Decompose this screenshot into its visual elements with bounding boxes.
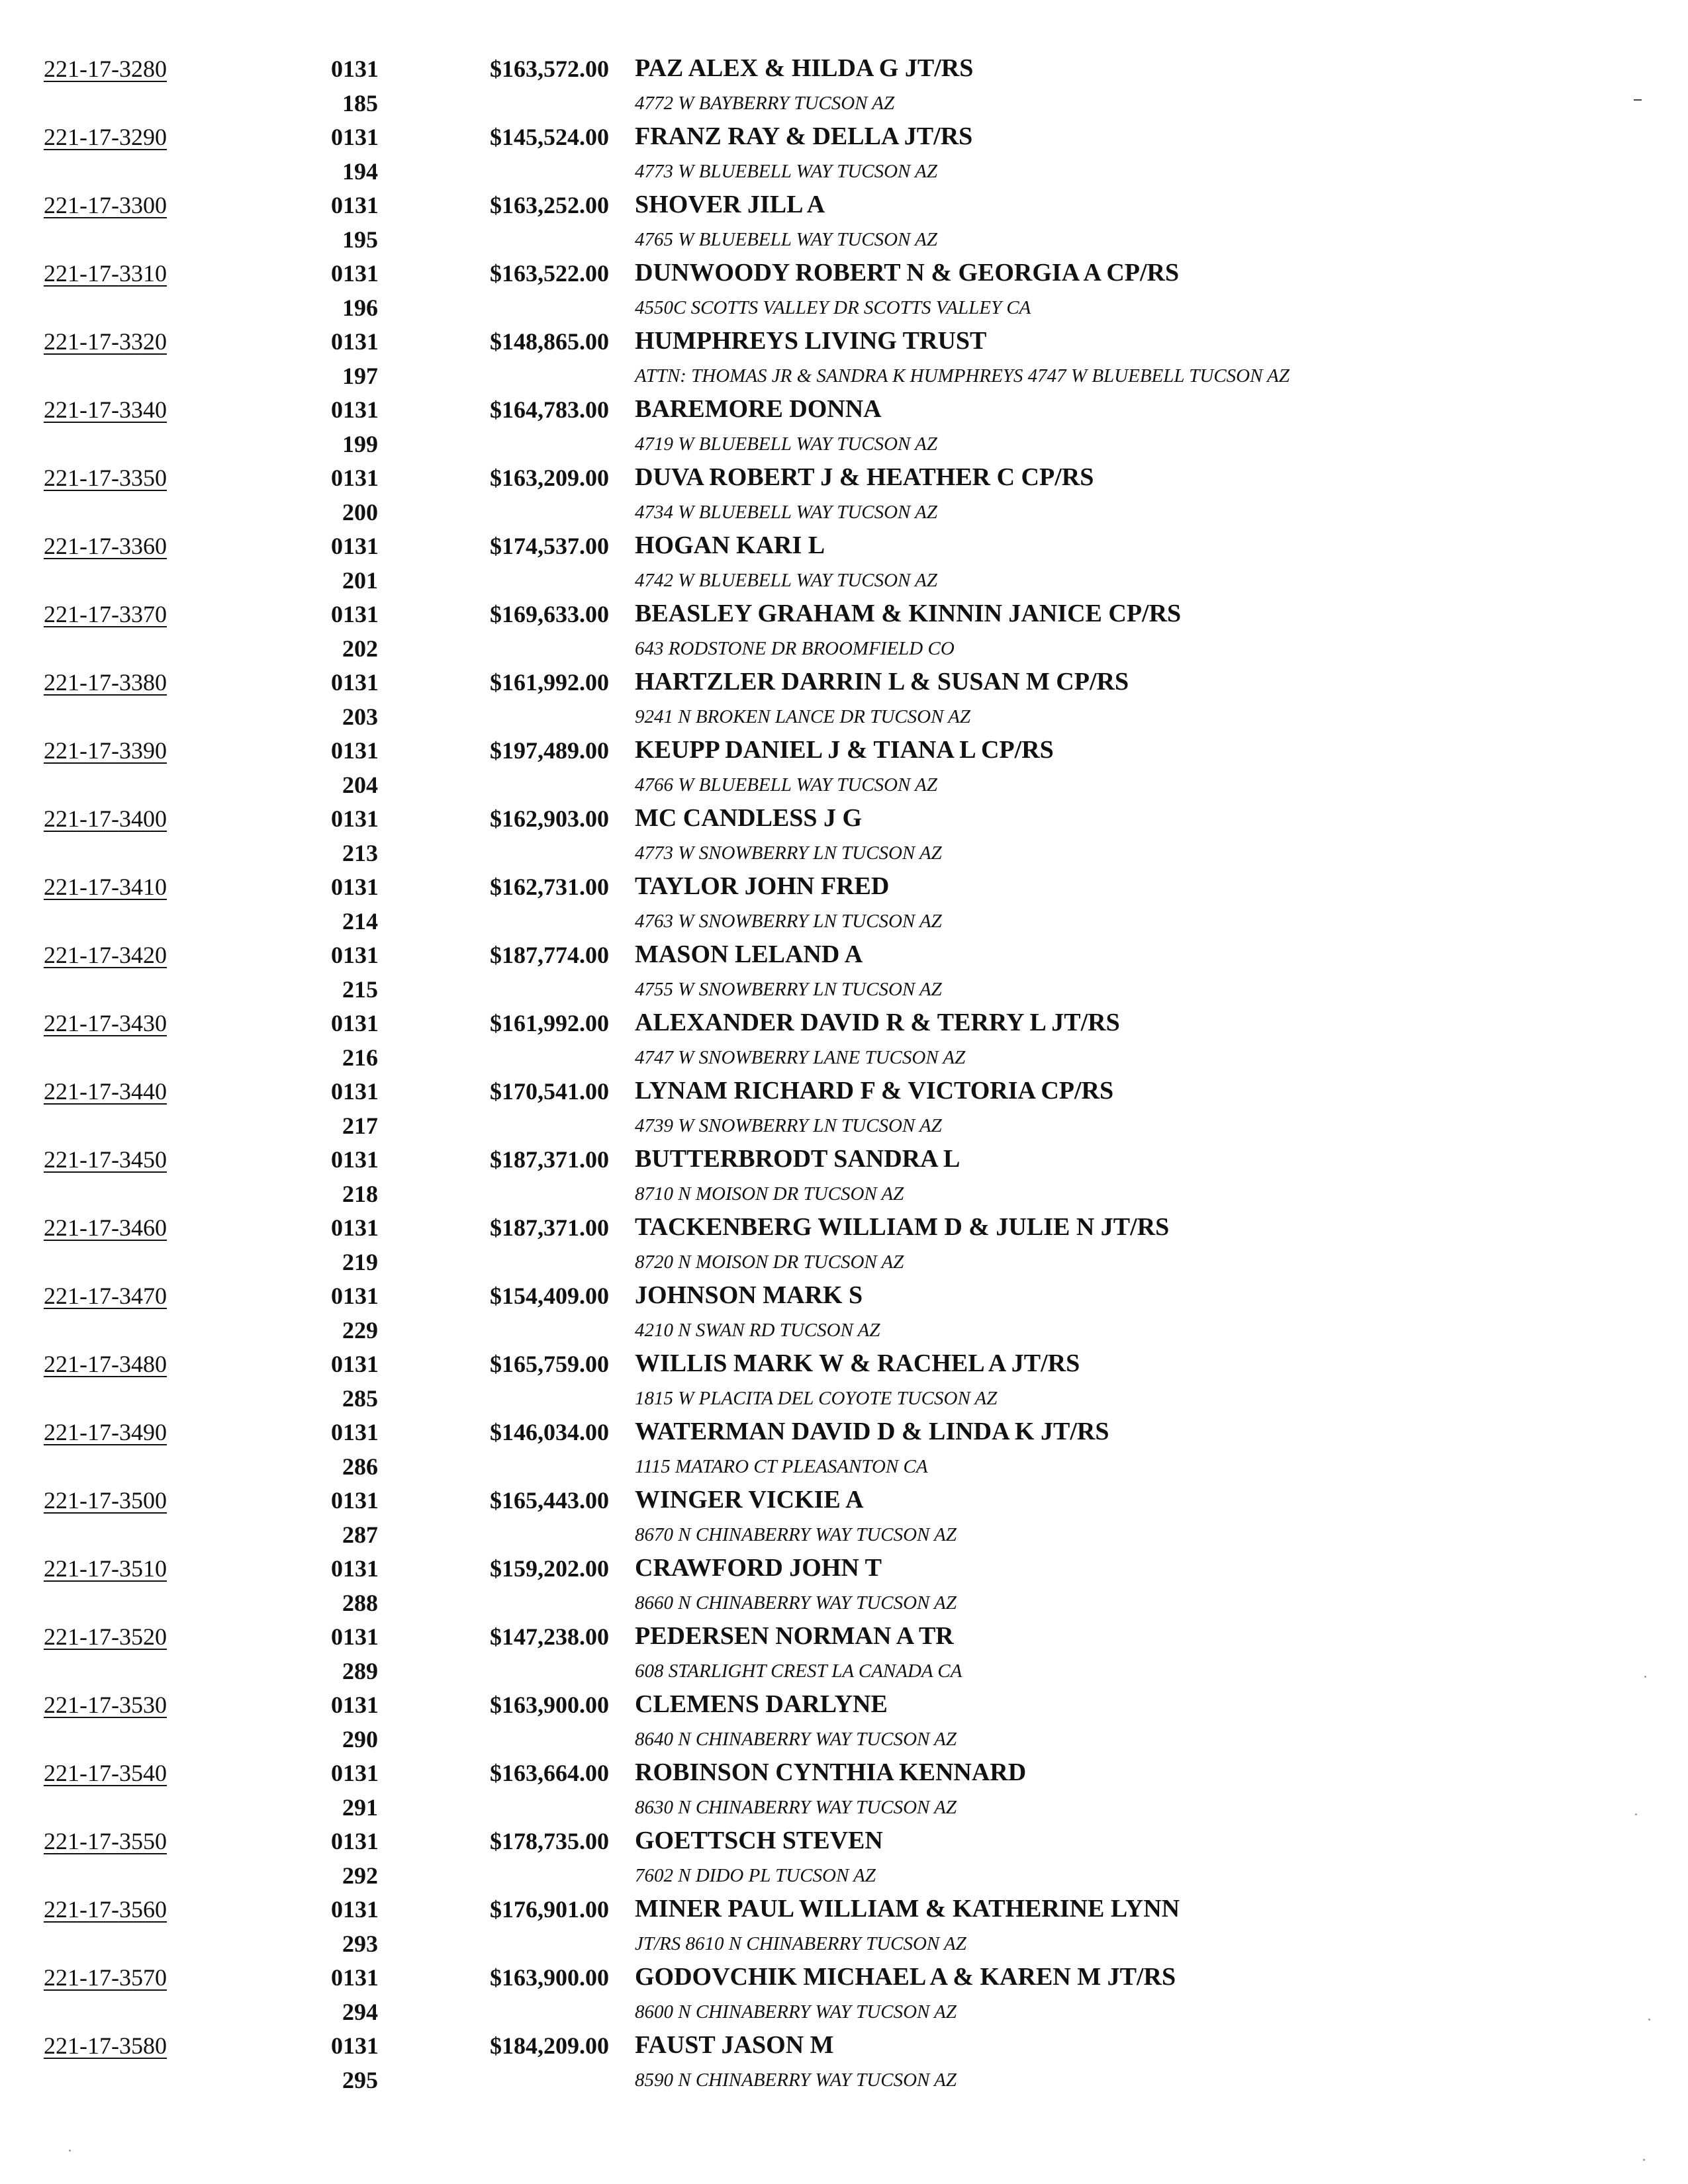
record-row: [0, 729, 1688, 797]
book-number: 0131: [331, 942, 379, 968]
owner-name: TAYLOR JOHN FRED: [635, 872, 890, 900]
assessed-amount: $187,371.00: [490, 1214, 609, 1241]
book-number: 0131: [331, 1555, 379, 1582]
record-row: [0, 320, 1688, 388]
owner-address: 608 STARLIGHT CREST LA CANADA CA: [635, 1661, 962, 1682]
record-row: [0, 934, 1688, 1002]
assessed-amount: $165,443.00: [490, 1487, 609, 1514]
record-row: [0, 1684, 1688, 1752]
owner-address: 8710 N MOISON DR TUCSON AZ: [635, 1183, 904, 1205]
parcel-number-link[interactable]: 221-17-3370: [44, 601, 167, 627]
book-number: 0131: [331, 1623, 379, 1650]
record-row: [0, 48, 1688, 116]
record-row: [0, 1820, 1688, 1888]
lot-number: 217: [342, 1113, 378, 1139]
record-row: [0, 1956, 1688, 2025]
assessed-amount: $163,664.00: [490, 1760, 609, 1786]
assessed-amount: $162,903.00: [490, 805, 609, 832]
parcel-number-link[interactable]: 221-17-3460: [44, 1214, 167, 1241]
lot-number: 293: [342, 1931, 378, 1957]
record-row: [0, 388, 1688, 457]
record-row: [0, 1752, 1688, 1820]
lot-number: 287: [342, 1522, 378, 1548]
assessed-amount: $176,901.00: [490, 1896, 609, 1923]
owner-address: 643 RODSTONE DR BROOMFIELD CO: [635, 638, 955, 659]
scan-speck: [1643, 2159, 1645, 2161]
record-row: [0, 252, 1688, 320]
assessed-amount: $163,209.00: [490, 465, 609, 491]
assessed-amount: $197,489.00: [490, 737, 609, 764]
owner-name: WINGER VICKIE A: [635, 1486, 864, 1514]
lot-number: 203: [342, 704, 378, 730]
book-number: 0131: [331, 737, 379, 764]
lot-number: 289: [342, 1658, 378, 1684]
lot-number: 194: [342, 158, 378, 185]
parcel-number-link[interactable]: 221-17-3520: [44, 1623, 167, 1650]
assessed-amount: $165,759.00: [490, 1351, 609, 1377]
book-number: 0131: [331, 1351, 379, 1377]
parcel-number-link[interactable]: 221-17-3350: [44, 465, 167, 491]
assessed-amount: $170,541.00: [490, 1078, 609, 1105]
assessed-amount: $174,537.00: [490, 533, 609, 559]
lot-number: 200: [342, 499, 378, 525]
owner-name: WILLIS MARK W & RACHEL A JT/RS: [635, 1349, 1080, 1377]
book-number: 0131: [331, 1964, 379, 1991]
lot-number: 294: [342, 1999, 378, 2025]
book-number: 0131: [331, 192, 379, 218]
owner-name: SHOVER JILL A: [635, 191, 825, 218]
owner-name: BEASLEY GRAHAM & KINNIN JANICE CP/RS: [635, 600, 1182, 627]
owner-name: PEDERSEN NORMAN A TR: [635, 1622, 954, 1650]
parcel-number-link[interactable]: 221-17-3310: [44, 260, 167, 287]
record-row: [0, 1615, 1688, 1684]
parcel-number-link[interactable]: 221-17-3440: [44, 1078, 167, 1105]
assessed-amount: $163,252.00: [490, 192, 609, 218]
owner-address: 4773 W BLUEBELL WAY TUCSON AZ: [635, 161, 937, 182]
book-number: 0131: [331, 533, 379, 559]
owner-name: WATERMAN DAVID D & LINDA K JT/RS: [635, 1418, 1109, 1445]
owner-address: ATTN: THOMAS JR & SANDRA K HUMPHREYS 4747 W BLUEBELL TUCSON AZ: [635, 365, 1290, 387]
assessed-amount: $147,238.00: [490, 1623, 609, 1650]
record-row: [0, 593, 1688, 661]
owner-name: PAZ ALEX & HILDA G JT/RS: [635, 54, 974, 82]
parcel-number-link[interactable]: 221-17-3540: [44, 1760, 167, 1786]
assessed-amount: $146,034.00: [490, 1419, 609, 1445]
record-row: [0, 184, 1688, 252]
owner-address: 4755 W SNOWBERRY LN TUCSON AZ: [635, 979, 942, 1000]
parcel-number-link[interactable]: 221-17-3470: [44, 1283, 167, 1309]
owner-address: 4210 N SWAN RD TUCSON AZ: [635, 1320, 880, 1341]
record-row: [0, 1411, 1688, 1479]
owner-address: 4766 W BLUEBELL WAY TUCSON AZ: [635, 774, 937, 796]
lot-number: 286: [342, 1453, 378, 1480]
book-number: 0131: [331, 1214, 379, 1241]
lot-number: 201: [342, 567, 378, 594]
owner-address: 7602 N DIDO PL TUCSON AZ: [635, 1865, 876, 1886]
lot-number: 195: [342, 226, 378, 253]
book-number: 0131: [331, 1419, 379, 1445]
assessed-amount: $145,524.00: [490, 124, 609, 150]
book-number: 0131: [331, 124, 379, 150]
lot-number: 202: [342, 635, 378, 662]
assessed-amount: $187,371.00: [490, 1146, 609, 1173]
owner-name: ALEXANDER DAVID R & TERRY L JT/RS: [635, 1009, 1120, 1036]
scan-speck: [1648, 2019, 1650, 2021]
lot-number: 197: [342, 363, 378, 389]
book-number: 0131: [331, 260, 379, 287]
parcel-number-link[interactable]: 221-17-3420: [44, 942, 167, 968]
parcel-number-link[interactable]: 221-17-3300: [44, 192, 167, 218]
lot-number: 291: [342, 1794, 378, 1821]
record-row: [0, 1479, 1688, 1547]
owner-name: GOETTSCH STEVEN: [635, 1827, 883, 1854]
book-number: 0131: [331, 1828, 379, 1854]
book-number: 0131: [331, 465, 379, 491]
scan-mark: [1634, 99, 1642, 101]
owner-address: 8600 N CHINABERRY WAY TUCSON AZ: [635, 2001, 957, 2023]
parcel-number-link[interactable]: 221-17-3490: [44, 1419, 167, 1445]
owner-name: BUTTERBRODT SANDRA L: [635, 1145, 961, 1173]
record-row: [0, 661, 1688, 729]
assessed-amount: $164,783.00: [490, 396, 609, 423]
record-row: [0, 525, 1688, 593]
parcel-number-link[interactable]: 221-17-3400: [44, 805, 167, 832]
record-row: [0, 457, 1688, 525]
owner-address: 4765 W BLUEBELL WAY TUCSON AZ: [635, 229, 937, 250]
owner-name: LYNAM RICHARD F & VICTORIA CP/RS: [635, 1077, 1114, 1105]
book-number: 0131: [331, 874, 379, 900]
record-row: [0, 1888, 1688, 1956]
scan-speck: [69, 2150, 71, 2152]
parcel-number-link[interactable]: 221-17-3560: [44, 1896, 167, 1923]
lot-number: 290: [342, 1726, 378, 1752]
lot-number: 199: [342, 431, 378, 457]
book-number: 0131: [331, 2032, 379, 2059]
book-number: 0131: [331, 669, 379, 696]
lot-number: 185: [342, 90, 378, 116]
assessed-amount: $161,992.00: [490, 1010, 609, 1036]
record-row: [0, 1275, 1688, 1343]
assessed-amount: $161,992.00: [490, 669, 609, 696]
owner-address: 4772 W BAYBERRY TUCSON AZ: [635, 93, 895, 114]
owner-name: MASON LELAND A: [635, 940, 863, 968]
owner-name: FAUST JASON M: [635, 2031, 834, 2059]
lot-number: 288: [342, 1590, 378, 1616]
owner-address: 8670 N CHINABERRY WAY TUCSON AZ: [635, 1524, 957, 1545]
owner-name: DUVA ROBERT J & HEATHER C CP/RS: [635, 463, 1094, 491]
book-number: 0131: [331, 1078, 379, 1105]
parcel-number-link[interactable]: 221-17-3480: [44, 1351, 167, 1377]
record-row: [0, 1343, 1688, 1411]
owner-address: JT/RS 8610 N CHINABERRY TUCSON AZ: [635, 1933, 966, 1954]
owner-name: KEUPP DANIEL J & TIANA L CP/RS: [635, 736, 1054, 764]
book-number: 0131: [331, 805, 379, 832]
owner-address: 4763 W SNOWBERRY LN TUCSON AZ: [635, 911, 942, 932]
lot-number: 229: [342, 1317, 378, 1343]
owner-address: 1115 MATARO CT PLEASANTON CA: [635, 1456, 928, 1477]
assessed-amount: $148,865.00: [490, 328, 609, 355]
owner-address: 8640 N CHINABERRY WAY TUCSON AZ: [635, 1729, 957, 1750]
owner-address: 1815 W PLACITA DEL COYOTE TUCSON AZ: [635, 1388, 998, 1409]
assessed-amount: $184,209.00: [490, 2032, 609, 2059]
scan-speck: [1635, 1813, 1637, 1815]
lot-number: 292: [342, 1862, 378, 1889]
record-row: [0, 2025, 1688, 2093]
lot-number: 214: [342, 908, 378, 934]
lot-number: 213: [342, 840, 378, 866]
record-row: [0, 1547, 1688, 1615]
parcel-number-link[interactable]: 221-17-3340: [44, 396, 167, 423]
record-row: [0, 1206, 1688, 1275]
parcel-number-link[interactable]: 221-17-3500: [44, 1487, 167, 1514]
parcel-number-link[interactable]: 221-17-3550: [44, 1828, 167, 1854]
assessed-amount: $169,633.00: [490, 601, 609, 627]
scan-speck: [1644, 1676, 1646, 1678]
record-row: [0, 866, 1688, 934]
assessed-amount: $159,202.00: [490, 1555, 609, 1582]
parcel-number-link[interactable]: 221-17-3510: [44, 1555, 167, 1582]
book-number: 0131: [331, 1010, 379, 1036]
assessed-amount: $163,522.00: [490, 260, 609, 287]
parcel-number-link[interactable]: 221-17-3410: [44, 874, 167, 900]
owner-name: MC CANDLESS J G: [635, 804, 863, 832]
lot-number: 204: [342, 772, 378, 798]
book-number: 0131: [331, 1896, 379, 1923]
parcel-number-link[interactable]: 221-17-3290: [44, 124, 167, 150]
book-number: 0131: [331, 1283, 379, 1309]
owner-name: GODOVCHIK MICHAEL A & KAREN M JT/RS: [635, 1963, 1176, 1991]
owner-name: HARTZLER DARRIN L & SUSAN M CP/RS: [635, 668, 1129, 696]
book-number: 0131: [331, 396, 379, 423]
owner-address: 4747 W SNOWBERRY LANE TUCSON AZ: [635, 1047, 966, 1068]
book-number: 0131: [331, 56, 379, 82]
owner-name: HOGAN KARI L: [635, 531, 825, 559]
owner-name: CLEMENS DARLYNE: [635, 1690, 888, 1718]
owner-address: 4734 W BLUEBELL WAY TUCSON AZ: [635, 502, 937, 523]
owner-name: CRAWFORD JOHN T: [635, 1554, 882, 1582]
lot-number: 216: [342, 1044, 378, 1071]
owner-name: FRANZ RAY & DELLA JT/RS: [635, 122, 973, 150]
owner-address: 4773 W SNOWBERRY LN TUCSON AZ: [635, 842, 942, 864]
parcel-number-link[interactable]: 221-17-3320: [44, 328, 167, 355]
parcel-number-link[interactable]: 221-17-3450: [44, 1146, 167, 1173]
owner-address: 8590 N CHINABERRY WAY TUCSON AZ: [635, 2070, 957, 2091]
parcel-number-link[interactable]: 221-17-3580: [44, 2032, 167, 2059]
owner-name: DUNWOODY ROBERT N & GEORGIA A CP/RS: [635, 259, 1180, 287]
lot-number: 219: [342, 1249, 378, 1275]
assessed-amount: $163,572.00: [490, 56, 609, 82]
book-number: 0131: [331, 1487, 379, 1514]
record-row: [0, 1138, 1688, 1206]
record-row: [0, 797, 1688, 866]
owner-name: JOHNSON MARK S: [635, 1281, 863, 1309]
lot-number: 285: [342, 1385, 378, 1412]
book-number: 0131: [331, 328, 379, 355]
owner-address: 9241 N BROKEN LANCE DR TUCSON AZ: [635, 706, 971, 727]
owner-address: 4550C SCOTTS VALLEY DR SCOTTS VALLEY CA: [635, 297, 1031, 318]
lot-number: 196: [342, 295, 378, 321]
book-number: 0131: [331, 1692, 379, 1718]
book-number: 0131: [331, 1760, 379, 1786]
assessed-amount: $187,774.00: [490, 942, 609, 968]
parcel-number-link[interactable]: 221-17-3380: [44, 669, 167, 696]
lot-number: 295: [342, 2067, 378, 2093]
lot-number: 218: [342, 1181, 378, 1207]
book-number: 0131: [331, 601, 379, 627]
owner-name: MINER PAUL WILLIAM & KATHERINE LYNN: [635, 1895, 1180, 1923]
parcel-number-link[interactable]: 221-17-3570: [44, 1964, 167, 1991]
record-row: [0, 116, 1688, 184]
assessed-amount: $163,900.00: [490, 1692, 609, 1718]
owner-name: TACKENBERG WILLIAM D & JULIE N JT/RS: [635, 1213, 1170, 1241]
owner-name: BAREMORE DONNA: [635, 395, 882, 423]
owner-address: 4719 W BLUEBELL WAY TUCSON AZ: [635, 433, 937, 455]
lot-number: 215: [342, 976, 378, 1003]
assessed-amount: $178,735.00: [490, 1828, 609, 1854]
owner-name: ROBINSON CYNTHIA KENNARD: [635, 1758, 1027, 1786]
owner-address: 8720 N MOISON DR TUCSON AZ: [635, 1251, 904, 1273]
book-number: 0131: [331, 1146, 379, 1173]
record-row: [0, 1002, 1688, 1070]
owner-address: 8630 N CHINABERRY WAY TUCSON AZ: [635, 1797, 957, 1818]
assessed-amount: $162,731.00: [490, 874, 609, 900]
parcel-number-link[interactable]: 221-17-3390: [44, 737, 167, 764]
owner-address: 4742 W BLUEBELL WAY TUCSON AZ: [635, 570, 937, 591]
parcel-number-link[interactable]: 221-17-3430: [44, 1010, 167, 1036]
assessed-amount: $154,409.00: [490, 1283, 609, 1309]
parcel-number-link[interactable]: 221-17-3360: [44, 533, 167, 559]
parcel-number-link[interactable]: 221-17-3280: [44, 56, 167, 82]
record-row: [0, 1070, 1688, 1138]
owner-address: 4739 W SNOWBERRY LN TUCSON AZ: [635, 1115, 942, 1136]
assessed-amount: $163,900.00: [490, 1964, 609, 1991]
parcel-records-list: [0, 48, 1688, 2093]
owner-name: HUMPHREYS LIVING TRUST: [635, 327, 987, 355]
parcel-number-link[interactable]: 221-17-3530: [44, 1692, 167, 1718]
owner-address: 8660 N CHINABERRY WAY TUCSON AZ: [635, 1592, 957, 1614]
